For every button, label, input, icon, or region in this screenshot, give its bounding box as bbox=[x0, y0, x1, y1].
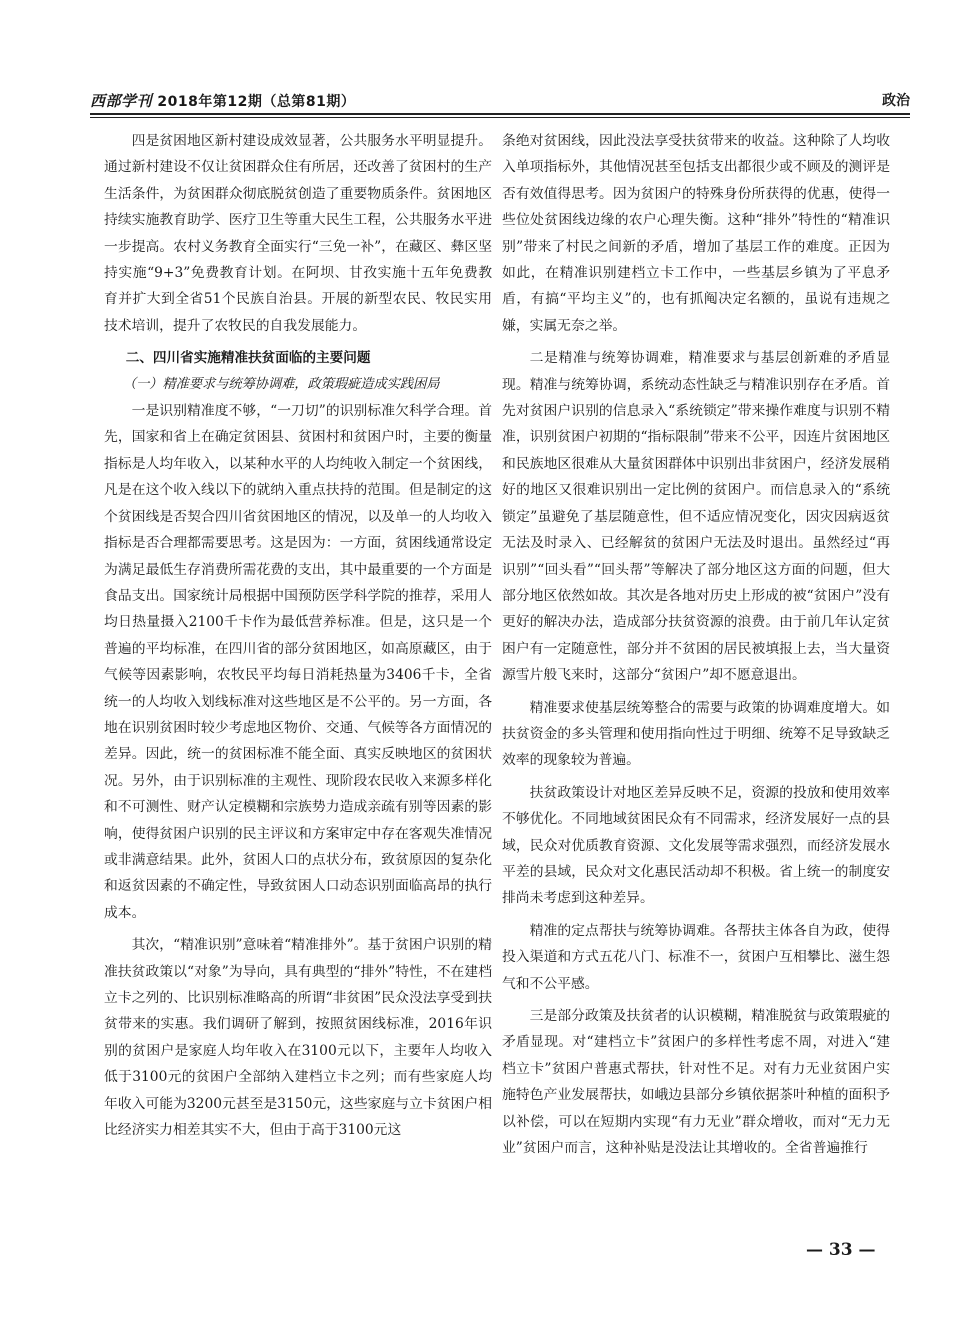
section-heading: 二、四川省实施精准扶贫面临的主要问题 bbox=[125, 350, 371, 367]
header-rule-thin bbox=[90, 117, 910, 118]
paragraph: 扶贫政策设计对地区差异反映不足，资源的投放和使用效率不够优化。不同地域贫困民众有不同需求，经济发展好一点的县域，民众对优质教育资源、文化发展等需求强烈，而经济发展水平差的县域，民众对文化惠民活动却不积极。省上统一的制度安排尚未考虑到这种差异。 bbox=[502, 784, 890, 907]
journal-logo: 西部学刊 bbox=[90, 92, 153, 110]
paragraph: 其次，“精准识别”意味着“精准排外”。基于贫困户识别的精准扶贫政策以“对象”为导向，具有典型的“排外”特性，不在建档立卡之列的、比识别标准略高的所谓“非贫困”民众没法享受到扶贫带来的实惠。我们调研了解到，按照贫困线标准，2016年识别的贫困户是家庭人均年收入在3100元以下，主要年人均收入低于3100元的贫困户全部纳入建档立卡之列；而有些家庭人均年收入可能为3200元甚至是3150元，这些家庭与立卡贫困户相比经济实力相差其实不大，但由于高于3100元这 bbox=[104, 937, 492, 1139]
journal-title bbox=[90, 90, 355, 111]
paragraph: 精准的定点帮扶与统筹协调难。各帮扶主体各自为政，使得投入渠道和方式五花八门、标准不一，贫困户互相攀比、滋生怨气和不公平感。 bbox=[502, 922, 890, 992]
journal-issue: 2018年第12期（总第81期） bbox=[157, 94, 356, 110]
paragraph: 精准要求使基层统筹整合的需要与政策的协调难度增大。如扶贫资金的多头管理和使用指向性过于明细、统筹不足导致缺乏效率的现象较为普遍。 bbox=[502, 699, 890, 769]
paragraph: 一是识别精准度不够，“一刀切”的识别标准欠科学合理。首先，国家和省上在确定贫困县、贫困村和贫困户时，主要的衡量指标是人均年收入，以某种水平的人均纯收入制定一个贫困线，凡是在这个收入线以下的就纳入重点扶持的范围。但是制定的这个贫困线是否契合四川省贫困地区的情况，以及单一的人均收入指标是否合理都需要思考。这是因为：一方面，贫困线通常设定为满足最低生存消费所需花费的支出，其中最重要的一个方面是食品支出。国家统计局根据中国预防医学科学院的推荐，采用人均日热量摄入2100千卡作为最低营养标准。但是，这只是一个普遍的平均标准，在四川省的部分贫困地区，如高原藏区，由于气候等因素影响，农牧民平均每日消耗热量为3406千卡，全省统一的人均收入划线标准对这些地区是不公平的。另一方面，各地在识别贫困时较少考虑地区物价、交通、气候等各方面情况的差异。因此，统一的贫困标准不能全面、真实反映地区的贫困状况。另外，由于识别标准的主观性、现阶段农民收入来源多样化和不可测性、财产认定模糊和宗族势力造成亲疏有别等因素的影响，使得贫困户识别的民主评议和方案审定中存在客观失准情况或非满意结果。此外，贫困人口的点状分布，致贫原因的复杂化和返贫因素的不确定性，导致贫困人口动态识别面临高昂的执行成本。 bbox=[104, 403, 492, 921]
subsection-heading: （一）精准要求与统筹协调难，政策瑕疵造成实践困局 bbox=[122, 376, 440, 392]
left-column bbox=[104, 128, 492, 1143]
paragraph: 二是精准与统筹协调难，精准要求与基层创新难的矛盾显现。精准与统筹协调，系统动态性缺乏与精准识别存在矛盾。首先对贫困户识别的信息录入“系统锁定”带来操作难度与识别不精准，识别贫困户初期的“指标限制”带来不公平，因连片贫困地区和民族地区很难从大量贫困群体中识别出非贫困户，经济发展稍好的地区又很难识别出一定比例的贫困户。而信息录入的“系统锁定”虽避免了基层随意性，但不适应情况变化，因灾因病返贫无法及时录入、已经解贫的贫困户无法及时退出。虽然经过“再识别”“回头看”“回头帮”等解决了部分地区这方面的问题，但大部分地区依然如故。其次是各地对历史上形成的被“贫困户”没有更好的解决办法，造成部分扶贫资源的浪费。由于前几年认定贫困户有一定随意性，部分并不贫困的居民被填报上去，当大量资源雪片般飞来时，这部分“贫困户”却不愿意退出。 bbox=[502, 350, 890, 684]
paragraph: 四是贫困地区新村建设成效显著，公共服务水平明显提升。通过新村建设不仅让贫困群众住有所居，还改善了贫困村的生产生活条件，为贫困群众彻底脱贫创造了重要物质条件。贫困地区持续实施教育助学、医疗卫生等重大民生工程，公共服务水平进一步提高。农村义务教育全面实行“三免一补”，在藏区、彝区坚持实施“9+3”免费教育计划。在阿坝、甘孜实施十五年免费教育并扩大到全省51个民族自治县。开展的新型农民、牧民实用技术培训，提升了农牧民的自我发展能力。 bbox=[104, 133, 492, 334]
paragraph: 条绝对贫困线，因此没法享受扶贫带来的收益。这种除了人均收入单项指标外，其他情况甚至包括支出都很少或不顾及的测评是否有效值得思考。因为贫困户的特殊身份所获得的优惠，使得一些位处贫困线边缘的农户心理失衡。这种“排外”特性的“精准识别”带来了村民之间新的矛盾，增加了基层工作的难度。正因为如此，在精准识别建档立卡工作中，一些基层乡镇为了平息矛盾，有搞“平均主义”的，也有抓阄决定名额的，虽说有违规之嫌，实属无奈之举。 bbox=[502, 133, 890, 334]
paragraph: 三是部分政策及扶贫者的认识模糊，精准脱贫与政策瑕疵的矛盾显现。对“建档立卡”贫困户的多样性考虑不周，对进入“建档立卡”贫困户普惠式帮扶，针对性不足。对有力无业贫困户实施特色产业发展帮扶，如峨边县部分乡镇依据茶叶种植的面积予以补偿，可以在短期内实现“有力无业”群众增收，而对“无力无业”贫困户而言，这种补贴是没法让其增收的。全省普遍推行 bbox=[502, 1008, 890, 1157]
section-label: 政治 bbox=[882, 93, 910, 109]
header-rule-thick bbox=[90, 113, 910, 115]
running-header bbox=[90, 88, 910, 114]
page-number: — 33 — bbox=[806, 1240, 876, 1260]
right-column bbox=[502, 128, 890, 1161]
